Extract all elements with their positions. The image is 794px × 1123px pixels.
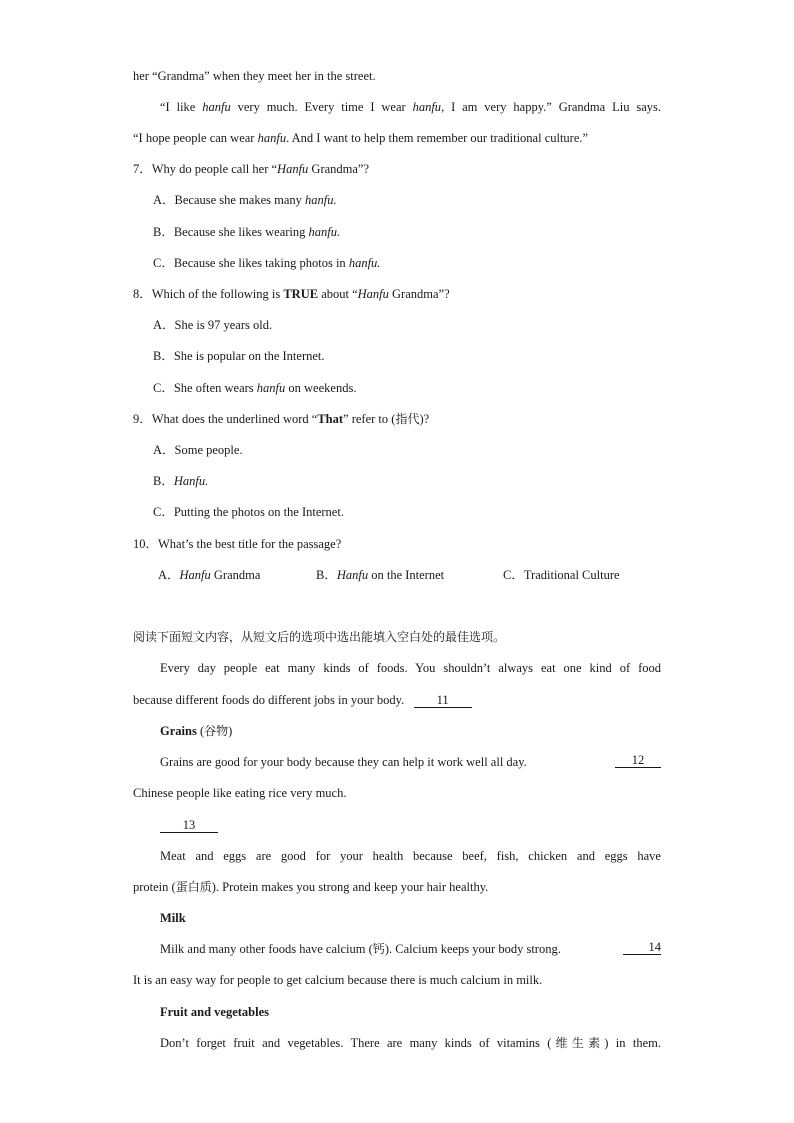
section-instruction	[133, 629, 505, 645]
text: TRUE	[283, 287, 319, 301]
passage-line	[160, 754, 661, 770]
text: Grains	[160, 724, 197, 738]
text: 11	[436, 693, 449, 707]
text: 7．Why do people call her “	[133, 162, 278, 176]
question-9-option-b[interactable]	[153, 473, 208, 489]
text: Hanfu	[179, 568, 211, 582]
blank-11[interactable]	[414, 694, 472, 708]
question-8-stem	[133, 286, 450, 302]
text: ). Calcium keeps your body strong.	[384, 942, 561, 956]
text: B．Because she likes wearing	[153, 225, 309, 239]
text: B．She is popular on the Internet.	[153, 349, 325, 363]
passage-line	[133, 692, 472, 708]
text: )?	[419, 412, 430, 426]
text: 谷物	[204, 724, 229, 738]
text: It is an easy way for people to get calcium because there is much calcium in milk.	[133, 973, 543, 987]
text: C．She often wears	[153, 381, 257, 395]
text: Grains are good for your body because they can help it work well all day.	[160, 755, 527, 769]
text: 指代	[395, 412, 420, 426]
text: hanfu	[256, 381, 286, 395]
question-10-stem	[133, 536, 341, 552]
text: 10．What’s the best title for the passage?	[133, 537, 342, 551]
text: “I like	[160, 100, 203, 114]
text: 钙	[372, 942, 385, 956]
text: Meat and eggs are good for your health because beef, fish, chicken and eggs have	[160, 849, 661, 863]
text: A．Some people.	[153, 443, 243, 457]
text: hanfu	[202, 100, 231, 114]
text: hanfu.	[348, 256, 381, 270]
text: 阅读下面短文内容，从短文后的选项中选出能填入空白处的最佳选项。	[133, 630, 506, 644]
text: Grandma”?	[388, 287, 450, 301]
question-9-stem	[133, 411, 429, 427]
text: hanfu.	[308, 225, 341, 239]
text: on the Internet	[368, 568, 445, 582]
passage-line	[160, 99, 661, 115]
text: Don’t forget fruit and vegetables. There are many kinds of vitamins (	[160, 1036, 552, 1050]
text: hanfu	[412, 100, 442, 114]
question-7-option-c[interactable]	[153, 255, 380, 271]
text: 12	[631, 753, 645, 767]
question-9-option-c[interactable]	[153, 504, 344, 520]
text: 8．Which of the following is	[133, 287, 284, 301]
question-7-option-a[interactable]	[153, 192, 337, 208]
question-10-option-b[interactable]	[316, 567, 444, 583]
text: hanfu.	[305, 193, 337, 207]
text: Hanfu	[277, 162, 309, 176]
question-8-option-b[interactable]	[153, 348, 325, 364]
text: Chinese people like eating rice very much.	[133, 786, 347, 800]
text: Grandma	[210, 568, 261, 582]
text: 13	[182, 818, 196, 832]
text: A．She is 97 years old.	[153, 318, 273, 332]
blank-13[interactable]	[160, 819, 218, 833]
text: C．Putting the photos on the Internet.	[153, 505, 344, 519]
passage-line	[133, 130, 588, 146]
blank-12[interactable]	[615, 754, 661, 768]
passage-line	[133, 972, 542, 988]
text: Hanfu	[336, 568, 369, 582]
passage-line	[160, 941, 661, 957]
text: ” refer to (	[343, 412, 396, 426]
question-8-option-c[interactable]	[153, 380, 356, 396]
passage-line	[160, 817, 218, 833]
question-8-option-a[interactable]	[153, 317, 272, 333]
text: her “Grandma” when they meet her in the street.	[133, 69, 376, 83]
text: That	[317, 412, 344, 426]
text: Hanfu	[357, 287, 389, 301]
text: , I am very happy.” Grandma Liu says.	[441, 100, 661, 114]
text: 9．What does the underlined word “	[133, 412, 318, 426]
text: Milk	[160, 911, 186, 925]
blank-14[interactable]	[623, 941, 661, 955]
text: C．Traditional Culture	[503, 568, 620, 582]
text: 蛋白质	[175, 880, 212, 894]
passage-line	[133, 785, 346, 801]
text: because different foods do different jobs in your body.	[133, 693, 405, 707]
passage-line	[160, 660, 661, 676]
heading-fruit-vegetables	[160, 1004, 269, 1020]
passage-line	[133, 68, 376, 84]
text: A．Because she makes many	[153, 193, 306, 207]
text: C．Because she likes taking photos in	[153, 256, 349, 270]
question-10-option-c[interactable]	[503, 567, 620, 583]
passage-line	[160, 1035, 661, 1051]
text: Grandma”?	[308, 162, 370, 176]
question-9-option-a[interactable]	[153, 442, 243, 458]
text: ) in them.	[604, 1036, 661, 1050]
heading-milk	[160, 910, 186, 926]
text: very much. Every time I wear	[230, 100, 413, 114]
text: B．	[316, 568, 337, 582]
question-10-option-a[interactable]	[158, 567, 260, 583]
text: 14	[648, 940, 661, 954]
text: Every day people eat many kinds of foods. You shouldn’t always eat one kind of food	[160, 661, 661, 675]
text: 维生素	[551, 1036, 605, 1050]
text: A．	[158, 568, 180, 582]
text: Hanfu.	[173, 474, 209, 488]
text: Milk and many other foods have calcium (	[160, 942, 373, 956]
text: ). Protein makes you strong and keep your hair healthy.	[211, 880, 489, 894]
text: (	[196, 724, 205, 738]
text: on weekends.	[285, 381, 357, 395]
heading-grains	[160, 723, 232, 739]
text: . And I want to help them remember our traditional culture.”	[286, 131, 589, 145]
text: Fruit and vegetables	[160, 1005, 270, 1019]
question-7-option-b[interactable]	[153, 224, 340, 240]
text: protein (	[133, 880, 176, 894]
passage-line	[133, 879, 488, 895]
text: about “	[318, 287, 358, 301]
passage-line	[160, 848, 661, 864]
text: hanfu	[257, 131, 287, 145]
question-7-stem	[133, 161, 369, 177]
text: “I hope people can wear	[133, 131, 258, 145]
text: B．	[153, 474, 174, 488]
text: )	[228, 724, 233, 738]
